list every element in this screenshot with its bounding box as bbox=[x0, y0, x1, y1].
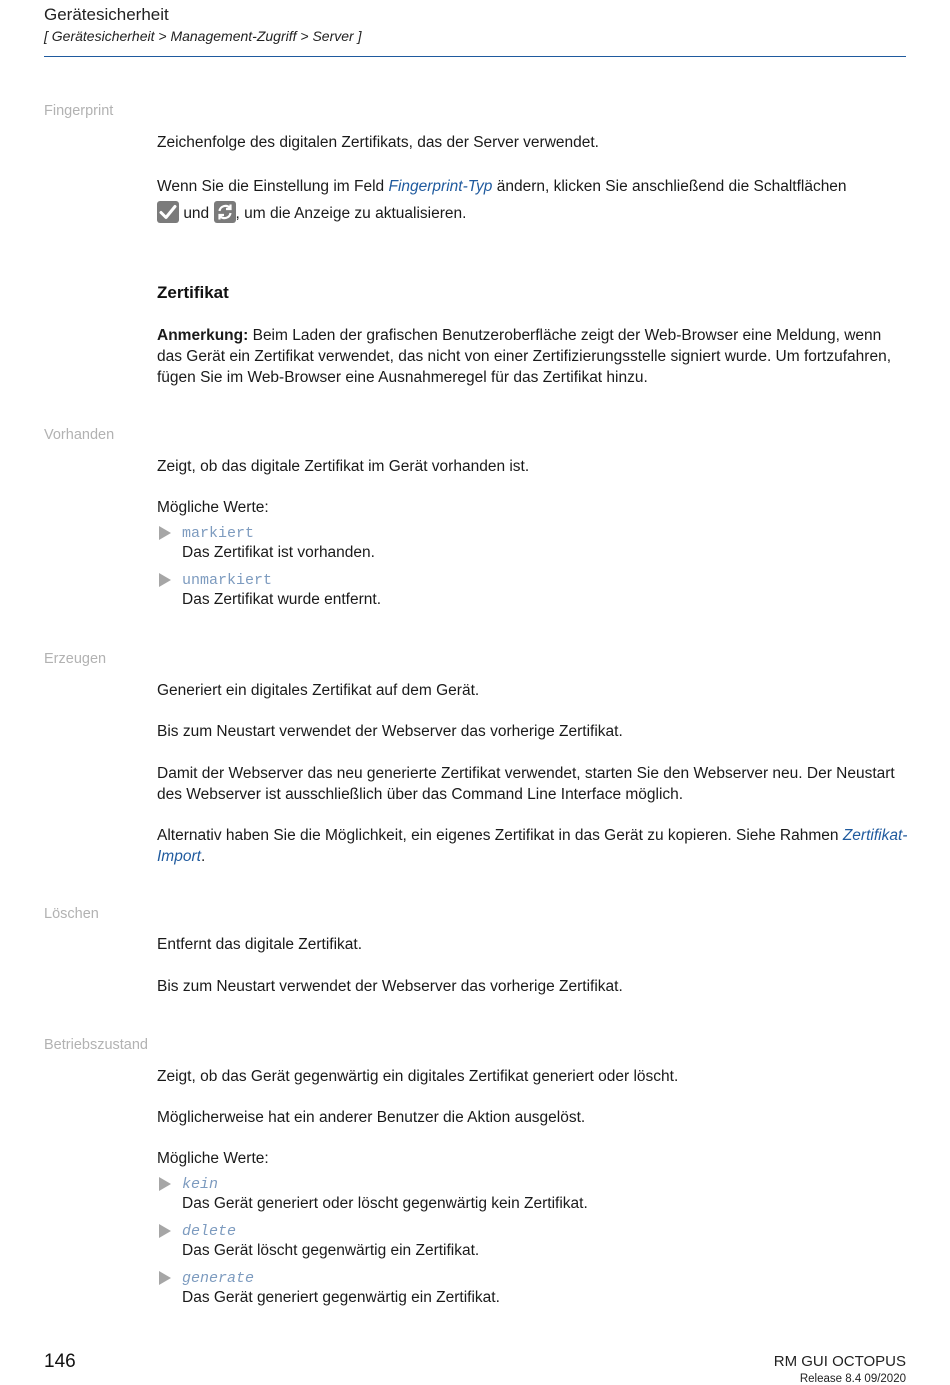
erzeugen-webserver-note: Damit der Webserver das neu generierte Zertifikat verwendet, starten Sie den Webserver neu. Der Neustart des Webserver ist ausschließlich über das Command Line Interface möglich. bbox=[157, 765, 895, 803]
value-kein: kein bbox=[182, 1176, 219, 1193]
breadcrumb: [ Gerätesicherheit > Management-Zugriff > Server ] bbox=[44, 28, 362, 44]
bullet-arrow-icon bbox=[159, 1177, 171, 1191]
value-generate: generate bbox=[182, 1270, 255, 1287]
erzeugen-restart-note: Bis zum Neustart verwendet der Webserver das vorherige Zertifikat. bbox=[157, 723, 623, 740]
bullet-arrow-icon bbox=[159, 1224, 171, 1238]
betriebszustand-user-note: Möglicherweise hat ein anderer Benutzer die Aktion ausgelöst. bbox=[157, 1109, 586, 1126]
zertifikat-note: Anmerkung: Beim Laden der grafischen Benutzeroberfläche zeigt der Web-Browser eine Meldung, wenn das Gerät ein Zertifikat verwendet, das nicht von einer Zertifizierungsstelle signiert wurde. Um fortzufahren, fügen Sie im Web-Browser eine Ausnahmeregel für das Zertifikat hinzu. bbox=[157, 327, 891, 386]
value-kein-description: Das Gerät generiert oder löscht gegenwärtig kein Zertifikat. bbox=[182, 1195, 588, 1212]
loeschen-restart-note: Bis zum Neustart verwendet der Webserver das vorherige Zertifikat. bbox=[157, 978, 623, 995]
section-heading-zertifikat: Zertifikat bbox=[157, 283, 229, 302]
betriebszustand-description: Zeigt, ob das Gerät gegenwärtig ein digitales Zertifikat generiert oder löscht. bbox=[157, 1068, 679, 1085]
value-markiert-description: Das Zertifikat ist vorhanden. bbox=[182, 544, 375, 561]
refresh-icon bbox=[214, 201, 236, 223]
header-divider bbox=[44, 56, 906, 57]
page-number: 146 bbox=[44, 1351, 76, 1372]
param-label-betriebszustand: Betriebszustand bbox=[44, 1037, 148, 1053]
vorhanden-description: Zeigt, ob das digitale Zertifikat im Gerät vorhanden ist. bbox=[157, 458, 530, 475]
value-unmarkiert-description: Das Zertifikat wurde entfernt. bbox=[182, 591, 381, 608]
footer-product: RM GUI OCTOPUS bbox=[773, 1353, 906, 1370]
fingerprint-update-hint: Wenn Sie die Einstellung im Feld Fingerprint-Typ ändern, klicken Sie anschließend die Schaltflächen und , um die Anzeige zu aktualisieren. bbox=[157, 178, 847, 222]
bullet-arrow-icon bbox=[159, 573, 171, 587]
page-header-title: Gerätesicherheit bbox=[44, 5, 169, 24]
bullet-arrow-icon bbox=[159, 1271, 171, 1285]
erzeugen-description: Generiert ein digitales Zertifikat auf dem Gerät. bbox=[157, 682, 480, 699]
value-unmarkiert: unmarkiert bbox=[182, 572, 273, 589]
betriebszustand-values-label: Mögliche Werte: bbox=[157, 1150, 269, 1167]
link-zertifikat-import[interactable]: Zertifikat-Import bbox=[157, 827, 908, 865]
bullet-arrow-icon bbox=[159, 526, 171, 540]
value-delete-description: Das Gerät löscht gegenwärtig ein Zertifikat. bbox=[182, 1242, 480, 1259]
param-label-loeschen: Löschen bbox=[44, 906, 99, 922]
vorhanden-values-label: Mögliche Werte: bbox=[157, 499, 269, 516]
fingerprint-description: Zeichenfolge des digitalen Zertifikats, das der Server verwendet. bbox=[157, 134, 599, 151]
param-label-vorhanden: Vorhanden bbox=[44, 427, 115, 443]
param-label-fingerprint: Fingerprint bbox=[44, 103, 114, 119]
loeschen-description: Entfernt das digitale Zertifikat. bbox=[157, 936, 363, 953]
footer-release: Release 8.4 09/2020 bbox=[799, 1373, 906, 1385]
erzeugen-import-note: Alternativ haben Sie die Möglichkeit, ein eigenes Zertifikat in das Gerät zu kopieren. Siehe Rahmen Zertifikat-Import. bbox=[157, 827, 908, 865]
value-markiert: markiert bbox=[182, 525, 255, 542]
checkmark-icon bbox=[157, 201, 179, 223]
param-label-erzeugen: Erzeugen bbox=[44, 651, 107, 667]
value-generate-description: Das Gerät generiert gegenwärtig ein Zertifikat. bbox=[182, 1289, 500, 1306]
value-delete: delete bbox=[182, 1223, 237, 1240]
link-fingerprint-typ[interactable]: Fingerprint-Typ bbox=[388, 178, 493, 195]
